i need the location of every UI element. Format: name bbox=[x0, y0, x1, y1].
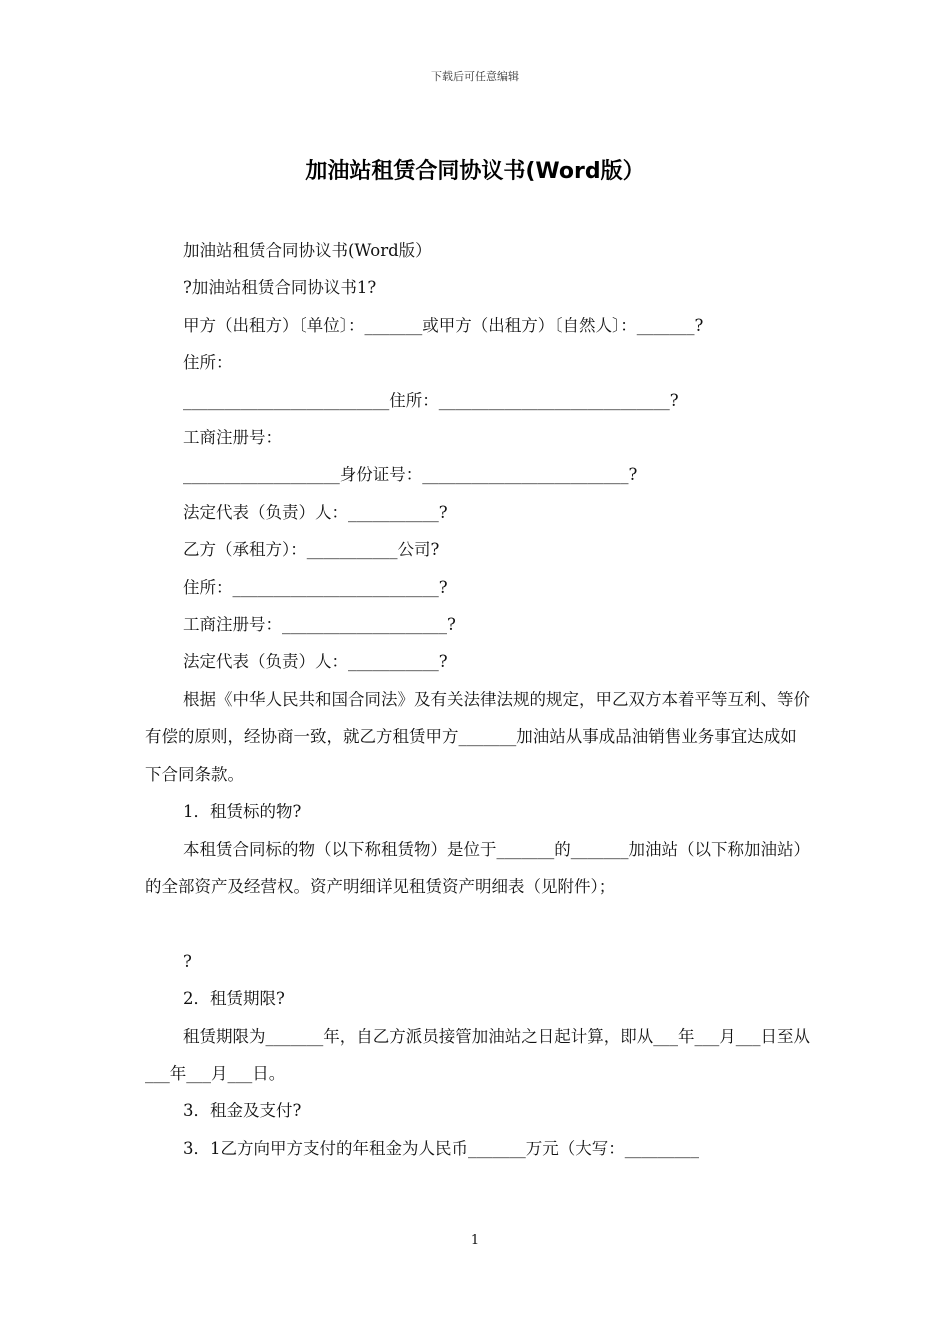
section-heading: 2．租赁期限? bbox=[183, 989, 285, 1009]
body-paragraph: 工商注册号：____________________? bbox=[183, 615, 456, 635]
section-heading: 3．租金及支付? bbox=[183, 1101, 302, 1121]
body-paragraph: 乙方（承租方）：___________公司? bbox=[183, 540, 440, 560]
body-paragraph: 3．1乙方向甲方支付的年租金为人民币_______万元（大写：_________ bbox=[183, 1138, 699, 1158]
body-paragraph: ? bbox=[183, 951, 192, 971]
document-body bbox=[145, 232, 810, 1167]
body-paragraph: 住所：_________________________? bbox=[183, 577, 448, 597]
body-paragraph: 工商注册号： bbox=[183, 428, 282, 448]
body-paragraph: 本租赁合同标的物（以下称租赁物）是位于_______的_______加油站（以下称加油站）的全部资产及经营权。资产明细详见租赁资产明细表（见附件）； bbox=[145, 839, 810, 896]
page-number: 1 bbox=[470, 1233, 480, 1248]
body-paragraph: 加油站租赁合同协议书(Word版） bbox=[183, 241, 432, 260]
body-paragraph: 甲方（出租方）〔单位〕：_______或甲方（出租方）〔自然人〕：_______? bbox=[183, 315, 704, 335]
body-paragraph: 法定代表（负责）人：___________? bbox=[183, 652, 448, 672]
body-paragraph: 租赁期限为_______年，自乙方派员接管加油站之日起计算，即从___年___月___日至从___年___月___日。 bbox=[145, 1026, 810, 1083]
body-paragraph: _________________________住所：____________________________? bbox=[183, 390, 679, 410]
body-paragraph: 根据《中华人民共和国合同法》及有关法律法规的规定，甲乙双方本着平等互利、等价有偿的原则，经协商一致，就乙方租赁甲方_______加油站从事成品油销售业务事宜达成如下合同条款。 bbox=[145, 689, 810, 784]
section-heading: 1．租赁标的物? bbox=[183, 802, 302, 822]
body-paragraph: 住所： bbox=[183, 353, 233, 373]
body-paragraph: ___________________身份证号：_________________________? bbox=[183, 465, 638, 485]
body-paragraph: ?加油站租赁合同协议书1? bbox=[183, 278, 377, 298]
page-header-note: 下载后可任意编辑 bbox=[431, 70, 519, 83]
document-title: 加油站租赁合同协议书(Word版） bbox=[305, 159, 645, 184]
blank-line bbox=[145, 905, 810, 942]
body-paragraph: 法定代表（负责）人：___________? bbox=[183, 502, 448, 522]
